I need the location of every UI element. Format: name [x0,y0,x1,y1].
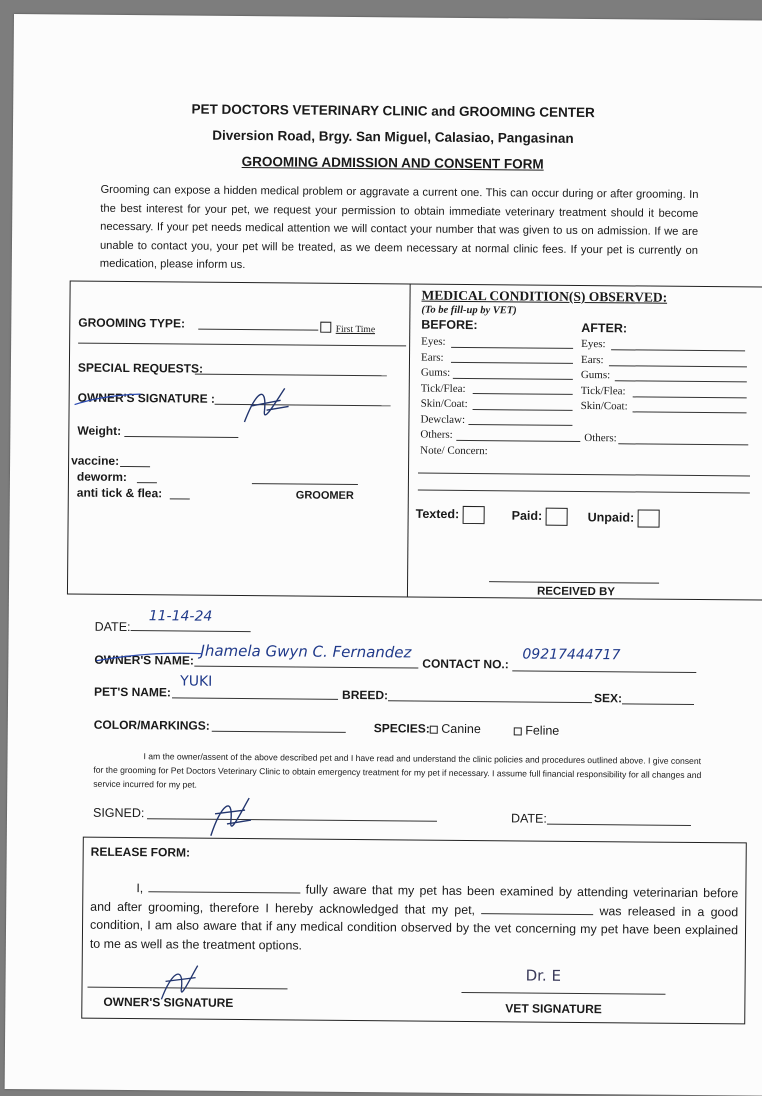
before-ears: Ears: [420,351,444,364]
sex-field[interactable] [622,703,694,705]
owner-name-value[interactable]: Jhamela Gwyn C. Fernandez [200,641,412,662]
paid-label: Paid: [511,508,543,523]
signed-label: SIGNED: [92,805,145,821]
feline-checkbox[interactable] [514,727,522,735]
before-tickflea: Tick/Flea: [420,382,466,395]
after-ears: Ears: [580,353,604,366]
owner-name-line [194,666,418,669]
unpaid-label: Unpaid: [587,510,635,525]
vet-signature-label: VET SIGNATURE [505,1001,602,1017]
unpaid-group [588,509,660,528]
canine-label: Canine [441,721,481,737]
vaccine-label: vaccine: [71,453,120,468]
date-label: DATE: [94,619,131,635]
color-label: COLOR/MARKINGS: [93,717,210,733]
deworm-label: deworm: [76,469,128,485]
contact-line [512,670,696,673]
consent-date-field[interactable] [547,824,691,826]
texted-checkbox[interactable] [463,506,485,524]
release-pet-name-field[interactable] [481,901,593,915]
pet-name-label: PET'S NAME: [94,684,172,700]
pet-name-line [172,697,338,699]
weight-label: Weight: [77,423,122,438]
clinic-address: Diversion Road, Brgy. San Miguel, Calasiao, Pangasinan [212,127,574,146]
groomer-label: GROOMER [295,489,354,502]
release-i: I, [136,881,144,896]
consent-paragraph: I am the owner/assent of the above described pet and I have read and understand the clinic policies and procedures outlined above. I give consent for the grooming for Pet Doctors Veterinary Clinic to obtain emergency treatment for my pet if necessary. I assume full financial responsibility for all changes and service incurred for my pet. [93,751,702,790]
contact-value[interactable]: 09217444717 [522,646,621,664]
canine-option[interactable] [430,722,481,736]
intro-paragraph: Grooming can expose a hidden medical problem or aggravate a current one. This can occur during or after grooming. In the best interest for your pet, we request your permission to obtain immediate veterinary treatment should it become necessary. If your pet needs medical attention we will contact your number that was given to us on admission. If we are unable to contact you, your pet will be treated, as we deem necessary at normal clinic fees. If your pet is currently on medication, please inform us. [99,183,699,272]
received-by-label: RECEIVED BY [536,585,615,599]
anti-tick-label: anti tick & flea: [76,485,163,501]
release-owner-signature-label: OWNER'S SIGNATURE [103,994,234,1010]
after-skincoat: Skin/Coat: [580,399,628,413]
unpaid-checkbox[interactable] [638,509,660,527]
paid-group [512,507,568,525]
special-requests-label: SPECIAL REQUESTS: [77,360,204,376]
after-heading: AFTER: [581,320,628,336]
consent-date-label: DATE: [510,811,547,826]
breed-field[interactable] [388,700,592,703]
note-concern-label: Note/ Concern: [420,444,488,457]
first-time-label: First Time [335,324,376,336]
release-owner-name-field[interactable] [148,879,300,893]
medical-subtitle: (To be fill-up by VET) [421,304,517,317]
before-skincoat: Skin/Coat: [420,397,468,410]
medical-title: MEDICAL CONDITION(S) OBSERVED: [421,287,668,305]
breed-label: BREED: [342,687,389,703]
owner-name-tick [94,651,204,664]
after-others: Others: [584,431,617,445]
before-eyes: Eyes: [421,335,446,348]
anti-tick-field[interactable] [170,498,190,499]
date-value[interactable]: 11-14-24 [148,608,213,625]
first-time-group [320,319,375,337]
date-field-line [131,630,251,632]
feline-label: Feline [525,723,560,738]
contact-label: CONTACT NO.: [422,656,509,672]
feline-option[interactable] [514,723,560,737]
form-page [5,14,762,1096]
release-paragraph [90,879,739,959]
clinic-name: PET DOCTORS VETERINARY CLINIC and GROOMING CENTER [191,101,595,121]
first-time-checkbox[interactable] [320,322,331,333]
deworm-field[interactable] [137,482,157,483]
species-label: SPECIES: [373,721,430,736]
after-tickflea: Tick/Flea: [580,384,626,397]
form-title: GROOMING ADMISSION AND CONSENT FORM [241,153,544,172]
owner-signature-tick [73,393,143,408]
pet-name-value[interactable]: YUKI [180,673,213,690]
before-heading: BEFORE: [421,317,478,333]
after-gums: Gums: [580,368,611,382]
texted-group [416,506,485,525]
sex-label: SEX: [593,691,623,706]
before-gums: Gums: [420,366,451,379]
before-dewclaw: Dewclaw: [420,413,466,426]
grooming-type-label: GROOMING TYPE: [78,315,186,331]
before-others: Others: [420,428,453,441]
release-text-1: fully aware that my pet has been examined by attending veterinarian before and after grooming, therefore I hereby acknowledged that my pet, [90,882,739,917]
after-eyes: Eyes: [581,337,606,351]
owner-signature-label: OWNER'S SIGNATURE : [77,390,216,406]
canine-checkbox[interactable] [430,725,438,733]
release-title: RELEASE FORM: [90,844,191,860]
paid-checkbox[interactable] [546,508,568,526]
vet-handwriting: Dr. E [525,966,562,985]
texted-label: Texted: [415,506,460,522]
owner-name-label: OWNER'S NAME: [94,652,194,668]
signed-scribble [203,790,259,842]
release-text-2: was released in a good condition, I am also aware that if any medical condition observed by the vet concerning my pet have been explained to me as well as the treatment options. [89,903,739,953]
signed-field[interactable] [147,818,437,822]
color-field[interactable] [212,731,346,733]
owner-signature-scribble [236,380,296,431]
